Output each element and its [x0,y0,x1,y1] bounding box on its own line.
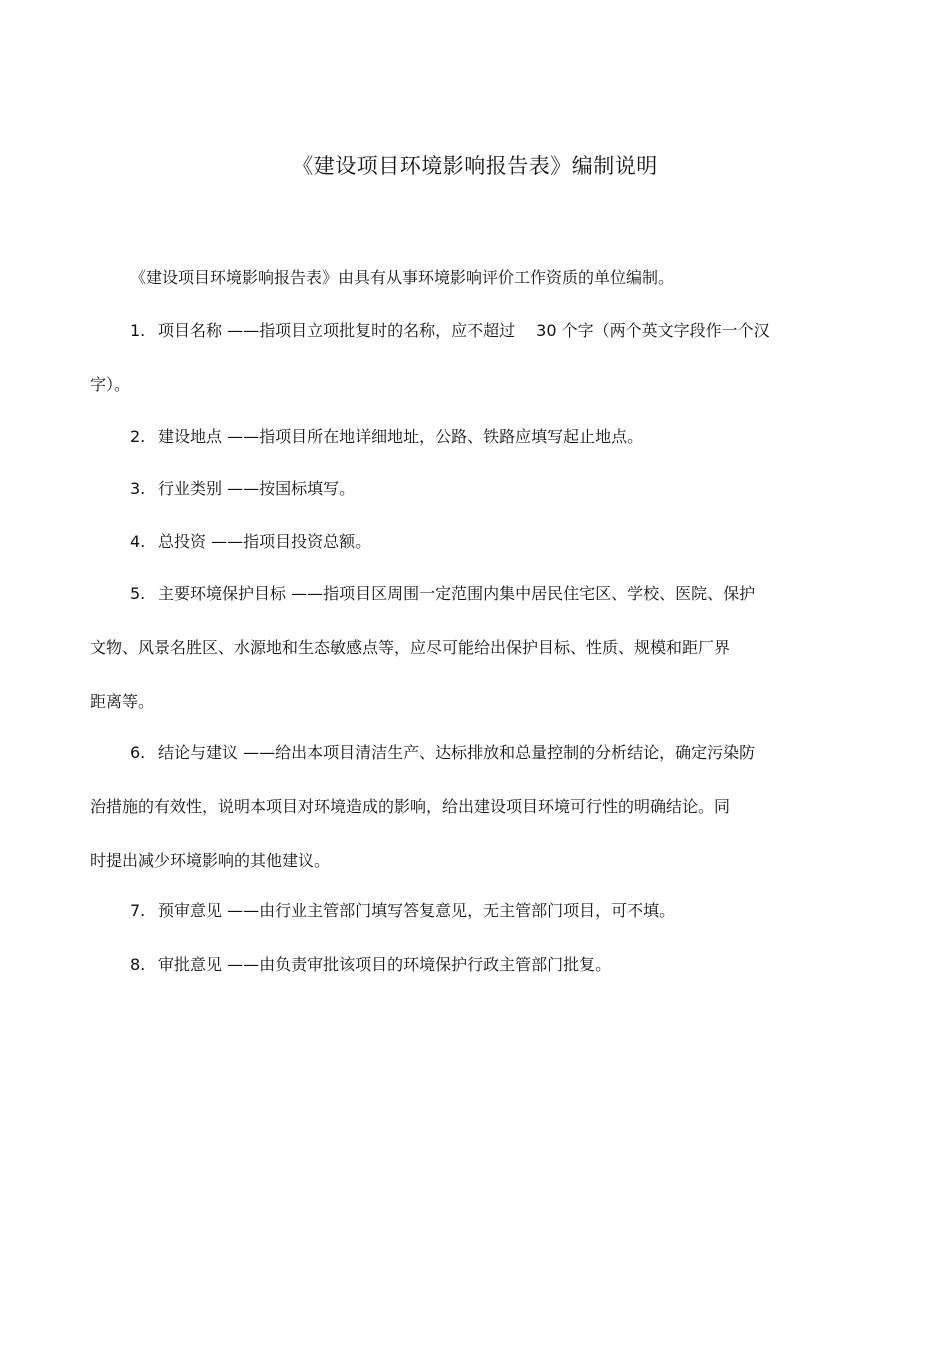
item-8-number: 8. [130,955,146,974]
item-1-line-1 [90,304,850,358]
item-1-text-1: 项目名称 ——指项目立项批复时的名称，应不超过 30 个字（两个英文字段作一个汉 [158,321,770,340]
item-6-number: 6. [130,743,146,762]
item-6-line-1 [90,726,850,780]
item-8-text-1: 审批意见 ——由负责审批该项目的环境保护行政主管部门批复。 [158,955,612,974]
intro-paragraph [90,251,850,305]
item-3-text-1: 行业类别 ——按国标填写。 [158,479,356,498]
document-title: 《建设项目环境影响报告表》编制说明 [292,154,658,178]
item-8 [90,938,850,992]
item-4-text-1: 总投资 ——指项目投资总额。 [158,532,372,551]
item-3-number: 3. [130,479,146,498]
item-2-line-1 [90,410,850,464]
item-8-line-1 [90,938,850,992]
item-1-line-2: 字）。 [90,375,131,394]
intro-text: 《建设项目环境影响报告表》由具有从事环境影响评价工作资质的单位编制。 [130,268,675,287]
item-2-number: 2. [130,427,146,446]
item-7-line-1 [90,884,850,938]
item-4-line-1 [90,515,850,569]
item-5-line-2: 文物、风景名胜区、水源地和生态敏感点等，应尽可能给出保护目标、性质、规模和距厂界 [90,638,731,657]
item-1-number: 1. [130,321,146,340]
item-2-text-1: 建设地点 ——指项目所在地详细地址，公路、铁路应填写起止地点。 [158,427,644,446]
item-2 [90,410,850,464]
item-7 [90,884,850,938]
item-5 [90,567,850,729]
item-5-line-1 [90,567,850,621]
item-4 [90,515,850,569]
item-5-text-1: 主要环境保护目标 ——指项目区周围一定范围内集中居民住宅区、学校、医院、保护 [158,584,756,603]
item-6 [90,726,850,888]
item-3 [90,462,850,516]
item-5-line-3: 距离等。 [90,692,155,711]
item-1 [90,304,850,412]
item-7-number: 7. [130,901,146,920]
item-6-text-1: 结论与建议 ——给出本项目清洁生产、达标排放和总量控制的分析结论，确定污染防 [158,743,756,762]
item-3-line-1 [90,462,850,516]
item-7-text-1: 预审意见 ——由行业主管部门填写答复意见，无主管部门项目，可不填。 [158,901,676,920]
item-5-number: 5. [130,584,146,603]
item-6-line-3: 时提出减少环境影响的其他建议。 [90,851,331,870]
item-4-number: 4. [130,532,146,551]
item-6-line-2: 治措施的有效性，说明本项目对环境造成的影响，给出建设项目环境可行性的明确结论。同 [90,797,731,816]
